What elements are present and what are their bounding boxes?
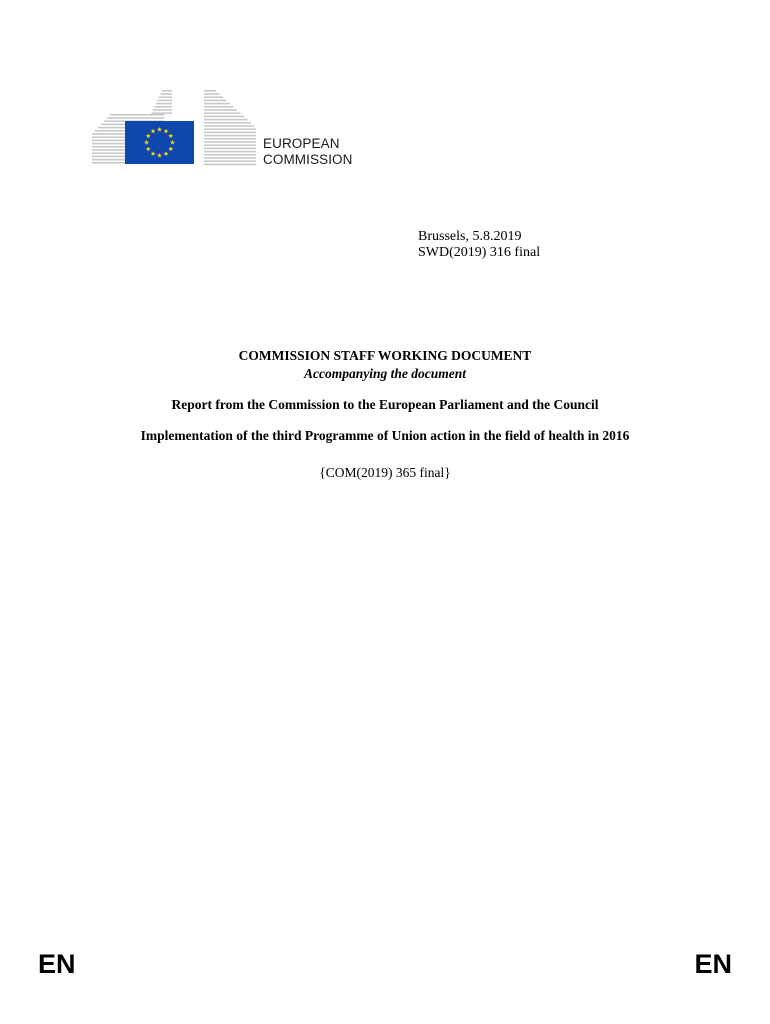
com-reference: {COM(2019) 365 final} (319, 465, 451, 480)
accompanying-line: Accompanying the document (304, 366, 466, 381)
document-type: COMMISSION STAFF WORKING DOCUMENT (238, 348, 532, 363)
wordmark-line-1: EUROPEAN (263, 136, 340, 151)
commission-wordmark (263, 136, 353, 168)
place-date: Brussels, 5.8.2019 (418, 229, 522, 244)
language-code-right: EN (694, 949, 732, 979)
report-title: Report from the Commission to the European Parliament and the Council (171, 397, 599, 412)
document-number: SWD(2019) 316 final (418, 245, 541, 260)
berlaymont-building-icon (90, 88, 260, 168)
reference-block (418, 229, 540, 261)
subject-title: Implementation of the third Programme of Union action in the field of health in 2016 (140, 428, 630, 443)
language-code-left: EN (38, 949, 76, 979)
wordmark-line-2: COMMISSION (263, 152, 353, 167)
commission-logo (90, 88, 260, 168)
